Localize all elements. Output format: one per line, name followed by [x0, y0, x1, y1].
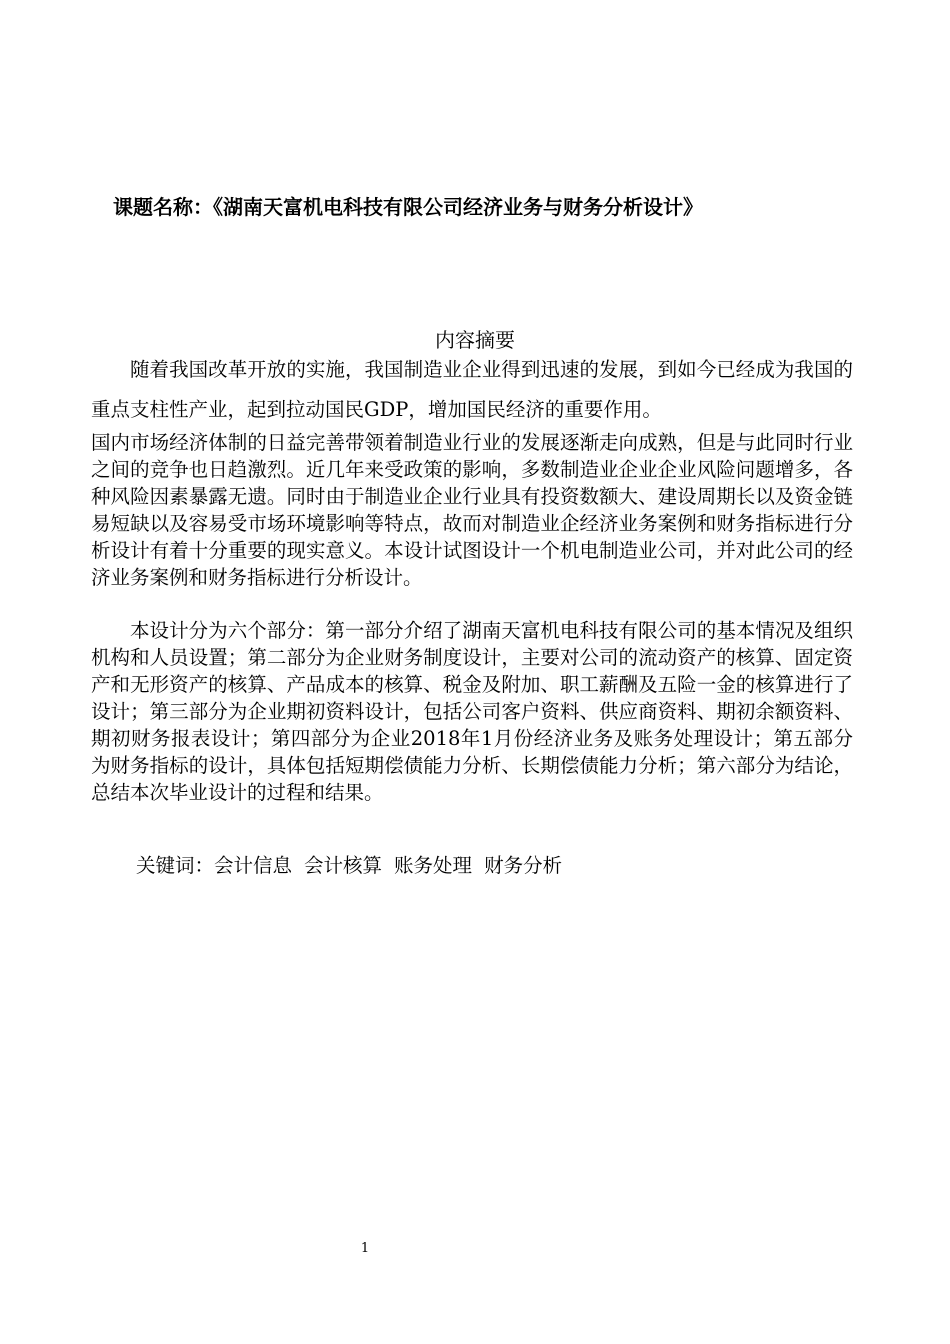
keyword-item: 会计核算 [304, 854, 383, 877]
keyword-item: 账务处理 [394, 854, 473, 877]
keywords-line [136, 852, 574, 880]
keywords-label: 关键词： [136, 854, 215, 877]
abstract-heading: 内容摘要 [435, 328, 515, 352]
abstract-paragraph-2: 国内市场经济体制的日益完善带领着制造业行业的发展逐渐走向成熟，但是与此同时行业之间的竞争也日趋激烈。近几年来受政策的影响，多数制造业企业企业风险问题增多，各种风险因素暴露无遗。同时由于制造业企业行业具有投资数额大、建设周期长以及资金链易短缺以及容易受市场环境影响等特点，故而对制造业企经济业务案例和财务指标进行分析设计有着十分重要的现实意义。本设计试图设计一个机电制造业公司，并对此公司的经济业务案例和财务指标进行分析设计。 [91, 431, 853, 589]
keyword-item: 财务分析 [484, 854, 563, 877]
abstract-paragraph-3: 本设计分为六个部分：第一部分介绍了湖南天富机电科技有限公司的基本情况及组织机构和人员设置；第二部分为企业财务制度设计，主要对公司的流动资产的核算、固定资产和无形资产的核算、产品成本的核算、税金及附加、职工薪酬及五险一金的核算进行了设计；第三部分为企业期初资料设计，包括公司客户资料、供应商资料、期初余额资料、期初财务报表设计；第四部分为企业2018年1月份经济业务及账务处理设计；第五部分为财务指标的设计，具体包括短期偿债能力分析、长期偿债能力分析；第六部分为结论，总结本次毕业设计的过程和结果。 [91, 619, 853, 804]
page-number: 1 [360, 1241, 370, 1256]
topic-title: 课题名称：《湖南天富机电科技有限公司经济业务与财务分析设计》 [113, 195, 703, 219]
keyword-item: 会计信息 [214, 854, 293, 877]
abstract-paragraph-1: 随着我国改革开放的实施，我国制造业企业得到迅速的发展，到如今已经成为我国的重点支柱性产业，起到拉动国民GDP，增加国民经济的重要作用。 [91, 358, 853, 421]
